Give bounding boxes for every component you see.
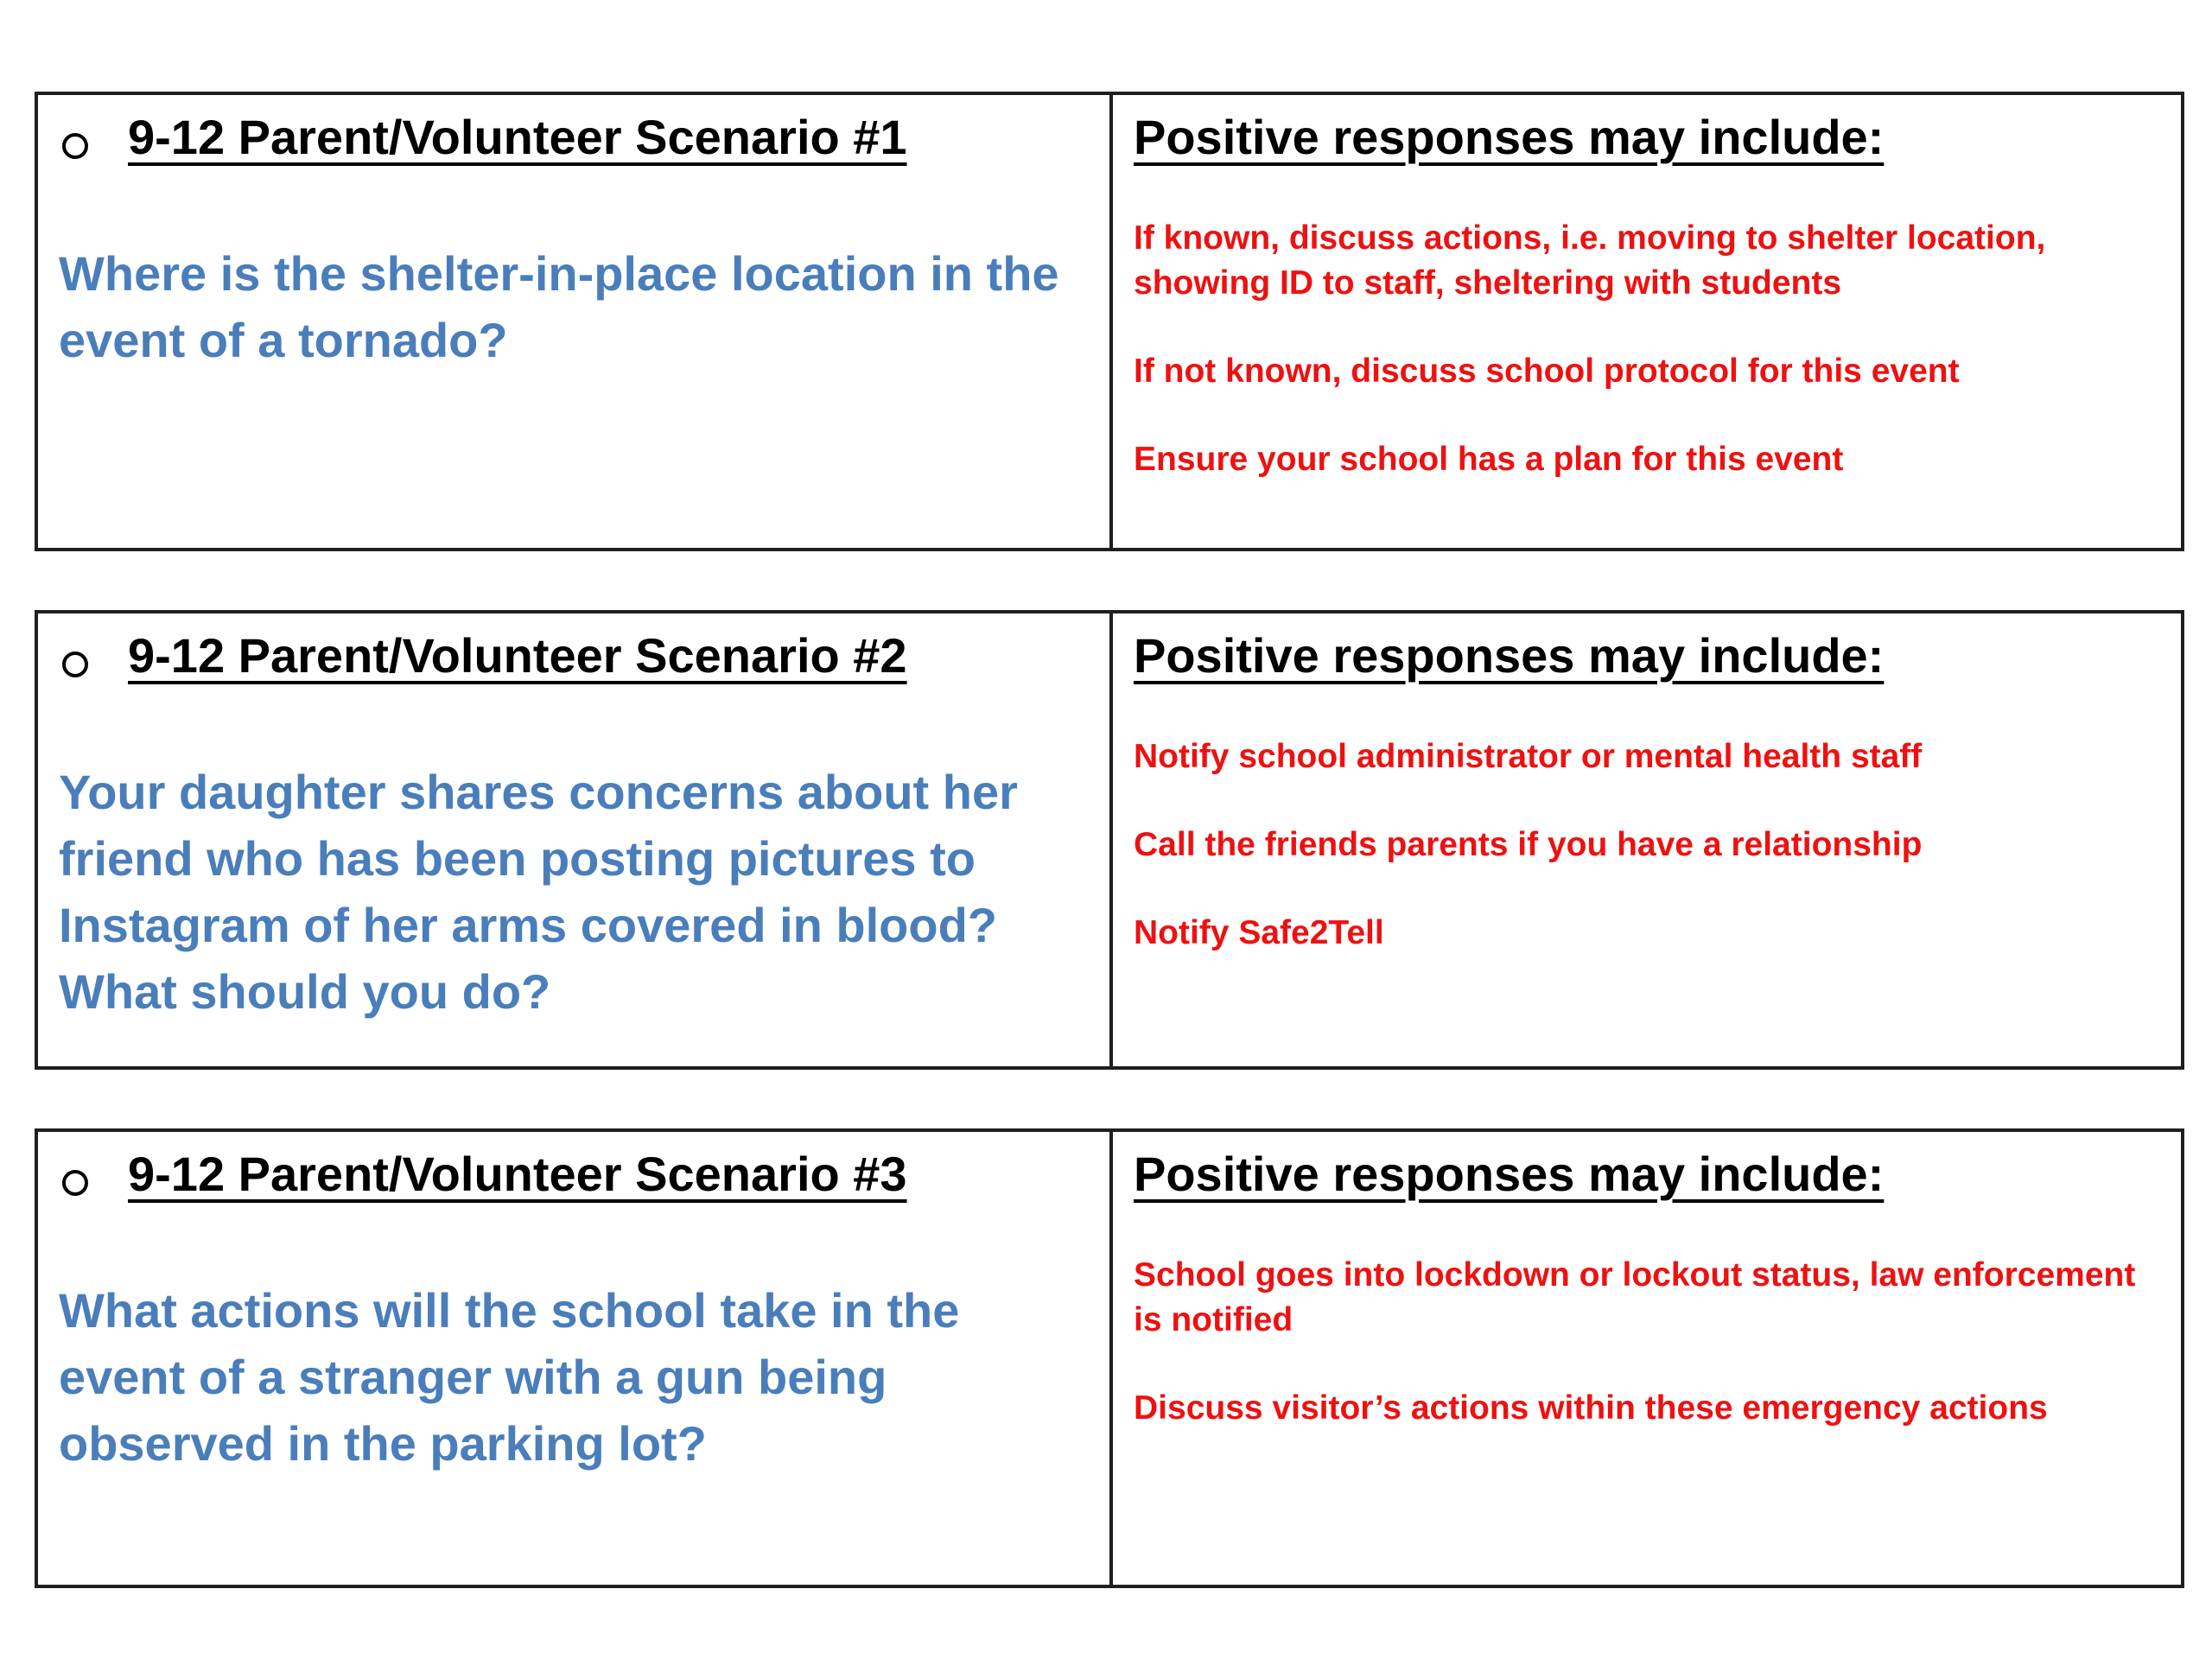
scenario-card-3 (35, 1128, 2184, 1588)
response-item: School goes into lockdown or lockout status, law enforcement is notified (1134, 1256, 2136, 1338)
scenario-card-1 (35, 92, 2184, 551)
scenario-cell (38, 95, 1113, 548)
response-item: Notify Safe2Tell (1134, 914, 1384, 951)
responses-heading: Positive responses may include: (1134, 110, 1885, 164)
response-item: Call the friends parents if you have a relationship (1134, 826, 1923, 863)
response-item: If known, discuss actions, i.e. moving to shelter location, showing ID to staff, sheltering with students (1134, 219, 2046, 302)
scenario-title: 9-12 Parent/Volunteer Scenario #1 (128, 110, 907, 164)
scenario-cell (38, 613, 1113, 1066)
responses-heading: Positive responses may include: (1134, 628, 1885, 683)
responses-cell (1113, 613, 2181, 1066)
scenario-question: Your daughter shares concerns about her friend who has been posting pictures to Instagram of her arms covered in blood? What should you do? (59, 765, 1018, 1019)
responses-list (1134, 1253, 2162, 1474)
scenario-title: 9-12 Parent/Volunteer Scenario #3 (128, 1147, 907, 1201)
scenario-question: Where is the shelter-in-place location in the event of a tornado? (59, 246, 1059, 367)
circle-bullet-icon (62, 133, 88, 159)
response-item: If not known, discuss school protocol for this event (1134, 353, 1960, 390)
scenario-title: 9-12 Parent/Volunteer Scenario #2 (128, 628, 907, 683)
responses-cell (1113, 1132, 2181, 1585)
responses-list (1134, 216, 2162, 525)
responses-heading: Positive responses may include: (1134, 1147, 1885, 1201)
scenario-question: What actions will the school take in the event of a stranger with a gun being observed in the parking lot? (59, 1283, 960, 1471)
response-item: Notify school administrator or mental health staff (1134, 738, 1923, 775)
scenario-cell (38, 1132, 1113, 1585)
responses-cell (1113, 95, 2181, 548)
scenario-card-2 (35, 610, 2184, 1070)
circle-bullet-icon (62, 1170, 88, 1196)
circle-bullet-icon (62, 652, 88, 677)
response-item: Ensure your school has a plan for this event (1134, 441, 1844, 478)
responses-list (1134, 734, 2162, 999)
response-item: Discuss visitor’s actions within these emergency actions (1134, 1389, 2048, 1427)
